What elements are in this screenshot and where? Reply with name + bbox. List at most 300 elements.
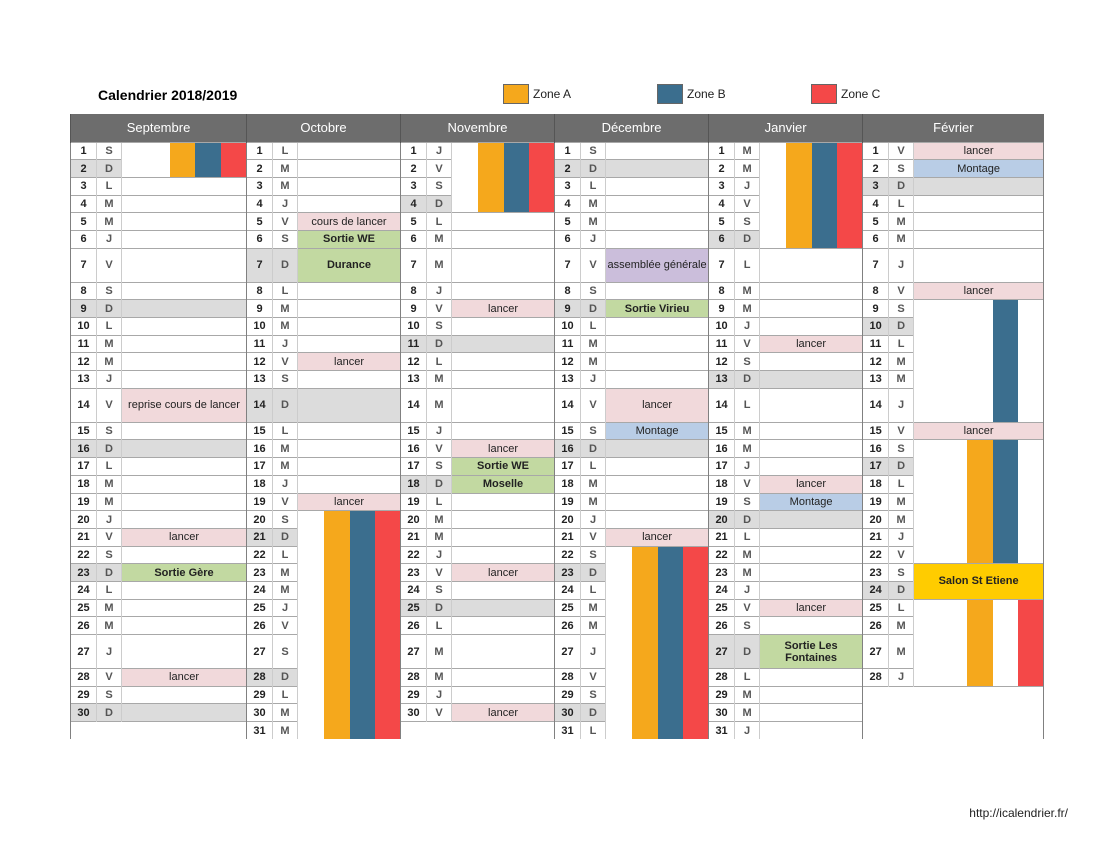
day-letter: J [581,371,606,389]
day-number: 2 [863,160,889,178]
day-number: 25 [555,599,581,617]
zone-a-strip [324,511,350,739]
event-label: Salon St Etiene [914,564,1043,598]
day-number: 25 [863,599,889,617]
day-number: 10 [555,318,581,336]
day-letter: V [889,282,914,300]
day-letter: M [273,704,298,722]
holiday-zones [452,143,554,213]
zone-b-strip [993,440,1019,563]
event-label: lancer [452,300,554,317]
day-number: 17 [247,458,273,476]
day-number: 7 [863,248,889,282]
day-number: 11 [555,335,581,353]
day-number: 8 [401,282,427,300]
empty-strip [941,300,967,421]
day-letter: M [735,142,760,160]
day-letter: M [427,511,452,529]
event-cell-empty [760,440,863,458]
day-letter: L [581,722,606,740]
event-cell-empty [760,300,863,318]
day-number: 11 [863,335,889,353]
zone-b-strip [504,143,530,213]
event-cell-empty [122,353,247,371]
zone-a-strip [967,440,993,563]
event-cell-empty [760,669,863,687]
day-number: 19 [555,493,581,511]
empty-strip [452,143,478,213]
day-number: 5 [709,213,735,231]
day-number: 24 [401,581,427,599]
day-letter: M [427,669,452,687]
event-cell-empty [122,581,247,599]
day-letter: L [273,546,298,564]
day-number: 18 [863,475,889,493]
event-cell [122,669,247,687]
day-letter: M [735,686,760,704]
day-letter: M [427,230,452,248]
school-holiday-strips [606,546,709,739]
day-letter: V [427,440,452,458]
day-number: 22 [247,546,273,564]
day-letter: D [735,230,760,248]
day-letter: D [581,440,606,458]
day-number: 1 [555,142,581,160]
day-number: 12 [401,353,427,371]
event-label: Moselle [452,476,554,493]
day-number: 28 [71,669,97,687]
day-number: 7 [709,248,735,282]
day-number: 14 [247,388,273,422]
zone-a-strip [632,547,658,740]
event-cell [298,230,401,248]
day-number: 10 [709,318,735,336]
day-letter: D [581,160,606,178]
day-letter: J [97,635,122,669]
event-cell-empty [452,617,555,635]
day-letter: M [97,353,122,371]
holiday-zones [298,511,400,739]
day-number: 19 [247,493,273,511]
day-number: 31 [247,722,273,740]
day-number: 24 [247,581,273,599]
empty-cell [401,722,555,740]
zone-b-label: Zone B [687,87,726,101]
day-letter: M [581,493,606,511]
table-row [71,440,1044,458]
event-cell-empty [298,335,401,353]
day-number: 15 [709,422,735,440]
month-header-2: Novembre [401,114,555,142]
day-number: 29 [709,686,735,704]
event-cell-empty [452,282,555,300]
day-letter: J [735,318,760,336]
day-letter: V [581,388,606,422]
day-number: 21 [863,528,889,546]
event-label: Sortie Les Fontaines [760,635,862,668]
zone-a-strip [170,143,196,177]
event-cell [122,388,247,422]
event-cell-empty [298,160,401,178]
event-cell-empty [760,282,863,300]
event-cell-empty [760,564,863,582]
day-letter: M [735,300,760,318]
day-number: 11 [247,335,273,353]
day-letter: V [735,475,760,493]
event-cell [452,458,555,476]
day-letter: J [273,195,298,213]
event-cell-empty [914,177,1044,195]
day-number: 4 [863,195,889,213]
event-cell-empty [452,213,555,231]
day-number: 20 [555,511,581,529]
event-label: Sortie Gère [122,564,246,581]
day-number: 11 [709,335,735,353]
day-number: 29 [247,686,273,704]
day-letter: S [889,440,914,458]
day-number: 13 [401,371,427,389]
event-cell-empty [606,282,709,300]
day-number: 4 [71,195,97,213]
day-number: 6 [401,230,427,248]
day-number: 4 [709,195,735,213]
event-cell-empty [298,300,401,318]
day-letter: J [97,511,122,529]
day-letter: M [427,635,452,669]
zone-b-strip [993,300,1019,421]
day-letter: M [273,722,298,740]
day-number: 18 [247,475,273,493]
day-number: 5 [401,213,427,231]
day-letter: S [581,282,606,300]
event-label: lancer [760,600,862,617]
day-number: 29 [401,686,427,704]
day-number: 17 [709,458,735,476]
day-letter: L [735,248,760,282]
day-number: 9 [709,300,735,318]
day-number: 13 [247,371,273,389]
day-letter: J [889,388,914,422]
event-cell-empty [122,371,247,389]
holiday-zones [914,600,1043,686]
event-label: lancer [914,143,1043,160]
day-letter: M [735,422,760,440]
event-cell-empty [452,635,555,669]
day-number: 6 [247,230,273,248]
day-number: 28 [401,669,427,687]
event-cell-empty [760,248,863,282]
day-number: 7 [247,248,273,282]
day-number: 28 [247,669,273,687]
day-number: 7 [555,248,581,282]
day-number: 9 [247,300,273,318]
day-number: 14 [71,388,97,422]
event-cell-empty [760,318,863,336]
day-number: 3 [71,177,97,195]
table-row [71,599,1044,617]
event-cell [298,353,401,371]
zone-c-label: Zone C [841,87,881,101]
day-letter: D [427,195,452,213]
day-number: 25 [71,599,97,617]
day-number: 21 [709,528,735,546]
empty-strip [1018,300,1043,421]
event-cell-empty [122,511,247,529]
day-letter: J [427,282,452,300]
day-letter: L [889,335,914,353]
table-row [71,282,1044,300]
event-label: lancer [452,704,554,721]
day-letter: M [889,230,914,248]
day-letter: S [427,318,452,336]
day-number: 21 [401,528,427,546]
day-letter: S [97,686,122,704]
event-label: lancer [914,423,1043,440]
day-letter: M [273,458,298,476]
day-number: 19 [401,493,427,511]
day-number: 2 [401,160,427,178]
day-letter: M [735,282,760,300]
day-number: 11 [71,335,97,353]
day-letter: M [97,195,122,213]
event-cell-empty [452,422,555,440]
empty-cell [863,686,1044,739]
day-letter: M [581,599,606,617]
event-cell [914,142,1044,160]
strip-spacer [122,143,144,177]
day-number: 24 [709,581,735,599]
day-number: 28 [555,669,581,687]
event-label: Sortie WE [452,458,554,475]
event-cell-empty [122,599,247,617]
day-number: 25 [709,599,735,617]
event-cell-empty [914,213,1044,231]
day-number: 20 [863,511,889,529]
table-row [71,248,1044,282]
event-cell [452,440,555,458]
day-letter: M [889,353,914,371]
event-cell-empty [122,248,247,282]
event-cell-empty [122,440,247,458]
day-number: 16 [863,440,889,458]
day-letter: V [427,704,452,722]
event-cell [298,213,401,231]
zone-c-strip [375,511,400,739]
event-cell-empty [452,318,555,336]
day-letter: L [97,581,122,599]
event-cell-empty [452,686,555,704]
day-letter: M [889,511,914,529]
day-letter: S [735,493,760,511]
day-number: 3 [863,177,889,195]
table-row [71,581,1044,599]
day-letter: D [735,371,760,389]
day-letter: M [97,617,122,635]
table-row [71,213,1044,231]
day-letter: J [735,177,760,195]
day-number: 4 [247,195,273,213]
event-cell-empty [760,617,863,635]
school-holiday-strips [452,142,555,213]
strip-spacer [914,300,941,421]
day-letter: D [427,335,452,353]
page-title: Calendrier 2018/2019 [98,87,238,103]
day-number: 18 [709,475,735,493]
event-cell-empty [760,722,863,740]
event-cell-empty [122,704,247,722]
event-cell-empty [122,318,247,336]
day-number: 11 [401,335,427,353]
day-letter: M [889,213,914,231]
event-cell-empty [122,335,247,353]
day-number: 27 [709,635,735,669]
day-number: 9 [71,300,97,318]
day-letter: M [97,335,122,353]
day-letter: M [273,300,298,318]
event-cell-empty [452,581,555,599]
day-number: 15 [555,422,581,440]
zone-c-strip [529,143,554,213]
school-holiday-strips [914,300,1044,422]
day-number: 9 [401,300,427,318]
day-number: 6 [555,230,581,248]
day-number: 1 [863,142,889,160]
event-cell [606,422,709,440]
event-cell-empty [606,160,709,178]
day-number: 26 [401,617,427,635]
day-letter: S [581,686,606,704]
table-row [71,564,1044,582]
day-letter: S [273,511,298,529]
day-number: 29 [555,686,581,704]
day-letter: L [273,282,298,300]
day-letter: S [427,458,452,476]
day-number: 17 [863,458,889,476]
day-letter: V [273,493,298,511]
day-number: 14 [401,388,427,422]
day-letter: M [735,160,760,178]
day-letter: L [735,669,760,687]
day-number: 20 [71,511,97,529]
school-holiday-strips [122,142,247,177]
event-cell-empty [606,318,709,336]
day-letter: V [273,213,298,231]
event-cell-empty [298,388,401,422]
day-letter: M [273,440,298,458]
day-letter: S [889,300,914,318]
day-number: 2 [709,160,735,178]
day-number: 28 [709,669,735,687]
event-label: lancer [760,336,862,353]
empty-cell [71,722,247,740]
event-cell [452,475,555,493]
day-number: 14 [555,388,581,422]
day-letter: D [97,440,122,458]
day-number: 10 [863,318,889,336]
day-number: 27 [247,635,273,669]
day-letter: D [581,564,606,582]
event-cell-empty [914,195,1044,213]
day-letter: M [735,546,760,564]
table-row [71,422,1044,440]
day-letter: S [273,230,298,248]
empty-strip [606,547,632,740]
event-cell-empty [122,230,247,248]
day-letter: S [735,353,760,371]
day-letter: D [273,388,298,422]
event-cell-empty [122,635,247,669]
event-cell-empty [298,458,401,476]
event-label: cours de lancer [298,213,400,230]
day-letter: S [735,617,760,635]
day-letter: L [889,599,914,617]
table-row [71,335,1044,353]
day-letter: M [735,564,760,582]
day-number: 13 [709,371,735,389]
day-letter: J [427,686,452,704]
day-number: 15 [863,422,889,440]
day-number: 19 [71,493,97,511]
empty-strip [941,440,967,563]
day-number: 25 [247,599,273,617]
day-letter: D [735,635,760,669]
day-number: 9 [555,300,581,318]
day-number: 8 [709,282,735,300]
day-letter: M [581,213,606,231]
day-number: 26 [863,617,889,635]
day-number: 26 [555,617,581,635]
day-letter: J [427,422,452,440]
day-number: 1 [401,142,427,160]
event-cell-empty [760,686,863,704]
day-letter: S [427,581,452,599]
day-number: 10 [71,318,97,336]
event-label: Montage [760,494,862,511]
day-letter: V [581,669,606,687]
day-letter: S [889,160,914,178]
day-number: 27 [71,635,97,669]
day-number: 5 [247,213,273,231]
day-letter: D [97,564,122,582]
day-letter: J [735,458,760,476]
day-number: 12 [863,353,889,371]
zone-c-strip [221,143,246,177]
day-letter: J [273,335,298,353]
event-cell-empty [452,528,555,546]
zone-b-swatch [657,84,683,104]
school-holiday-strips [298,511,401,740]
empty-strip [144,143,170,177]
day-letter: D [97,160,122,178]
day-number: 20 [247,511,273,529]
legend-zone-a [503,84,571,104]
day-letter: M [97,213,122,231]
day-number: 17 [401,458,427,476]
empty-strip [298,511,324,739]
day-letter: V [97,669,122,687]
day-number: 19 [863,493,889,511]
footer-url[interactable]: http://icalendrier.fr/ [969,806,1068,820]
legend-zone-c [811,84,880,104]
day-number: 12 [71,353,97,371]
day-number: 6 [71,230,97,248]
day-number: 21 [555,528,581,546]
day-number: 15 [71,422,97,440]
day-number: 8 [247,282,273,300]
day-number: 27 [863,635,889,669]
event-cell-empty [122,686,247,704]
day-number: 26 [247,617,273,635]
